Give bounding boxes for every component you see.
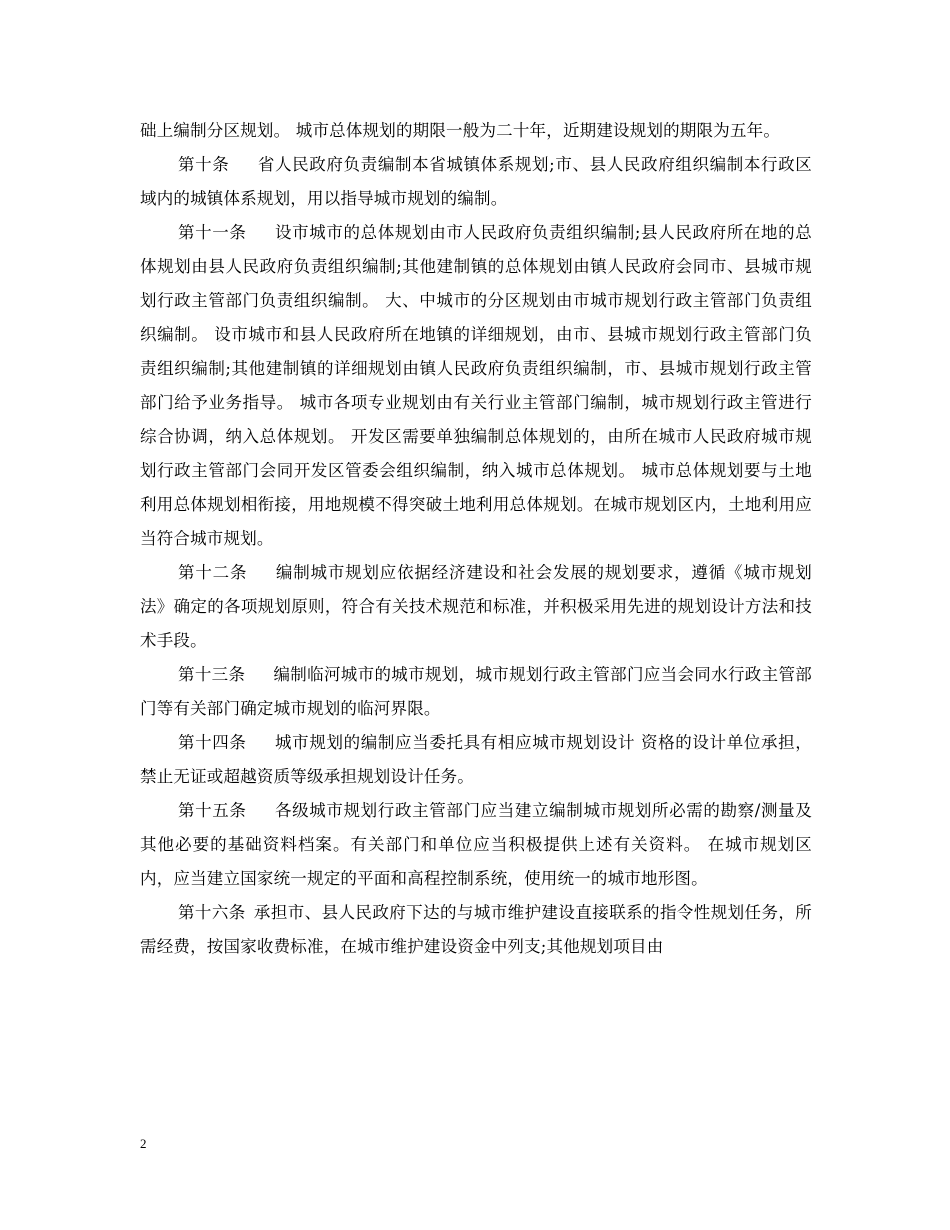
article-text: 各级城市规划行政主管部门应当建立编制城市规划所必需的勘察/测量及其他必要的基础资料档案。有关部门和单位应当积极提供上述有关资料。 在城市规划区内，应当建立国家统一规定的平面和高程控制系统，使用统一的城市地形图。	[140, 801, 812, 888]
article-number: 第十三条	[178, 665, 246, 684]
article-text: 编制城市规划应依据经济建设和社会发展的规划要求，遵循《城市规划法》确定的各项规划原则，符合有关技术规范和标准，并积极采用先进的规划设计方法和技术手段。	[140, 563, 812, 650]
article-11	[140, 216, 812, 556]
article-text: 编制临河城市的城市规划，城市规划行政主管部门应当会同水行政主管部门等有关部门确定城市规划的临河界限。	[140, 665, 812, 718]
paragraph-continuation	[140, 114, 812, 148]
article-text: 设市城市的总体规划由市人民政府负责组织编制;县人民政府所在地的总体规划由县人民政府负责组织编制;其他建制镇的总体规划由镇人民政府会同市、县城市规划行政主管部门负责组织编制。 大、中城市的分区规划由市城市规划行政主管部门负责组织编制。 设市城市和县人民政府所在地镇的详细规划，由市、县城市规划行政主管部门负责组织编制;其他建制镇的详细规划由镇人民政府负责组织编制，市、县城市规划行政主管部门给予业务指导。 城市各项专业规划由有关行业主管部门编制，城市规划行政主管进行综合协调，纳入总体规划。 开发区需要单独编制总体规划的，由所在城市人民政府城市规划行政主管部门会同开发区管委会组织编制，纳入城市总体规划。 城市总体规划要与土地利用总体规划相衔接，用地规模不得突破土地利用总体规划。在城市规划区内，土地利用应当符合城市规划。	[140, 223, 812, 548]
article-10	[140, 148, 812, 216]
article-15	[140, 794, 812, 896]
article-13	[140, 658, 812, 726]
article-16	[140, 896, 812, 964]
article-text: 承担市、县人民政府下达的与城市维护建设直接联系的指令性规划任务，所需经费，按国家收费标准，在城市维护建设资金中列支;其他规划项目由	[140, 903, 812, 956]
article-number: 第十一条	[178, 223, 247, 242]
paragraph-text: 础上编制分区规划。 城市总体规划的期限一般为二十年，近期建设规划的期限为五年。	[140, 121, 781, 140]
page-number: 2	[140, 1136, 147, 1151]
article-text: 省人民政府负责编制本省城镇体系规划;市、县人民政府组织编制本行政区域内的城镇体系规划，用以指导城市规划的编制。	[140, 155, 812, 208]
article-number: 第十条	[178, 155, 230, 174]
article-14	[140, 726, 812, 794]
document-body	[140, 114, 812, 964]
article-number: 第十六条	[178, 903, 246, 922]
article-number: 第十二条	[178, 563, 248, 582]
article-number: 第十五条	[178, 801, 247, 820]
article-text: 城市规划的编制应当委托具有相应城市规划设计 资格的设计单位承担，禁止无证或超越资质等级承担规划设计任务。	[140, 733, 812, 786]
article-number: 第十四条	[178, 733, 247, 752]
article-12	[140, 556, 812, 658]
